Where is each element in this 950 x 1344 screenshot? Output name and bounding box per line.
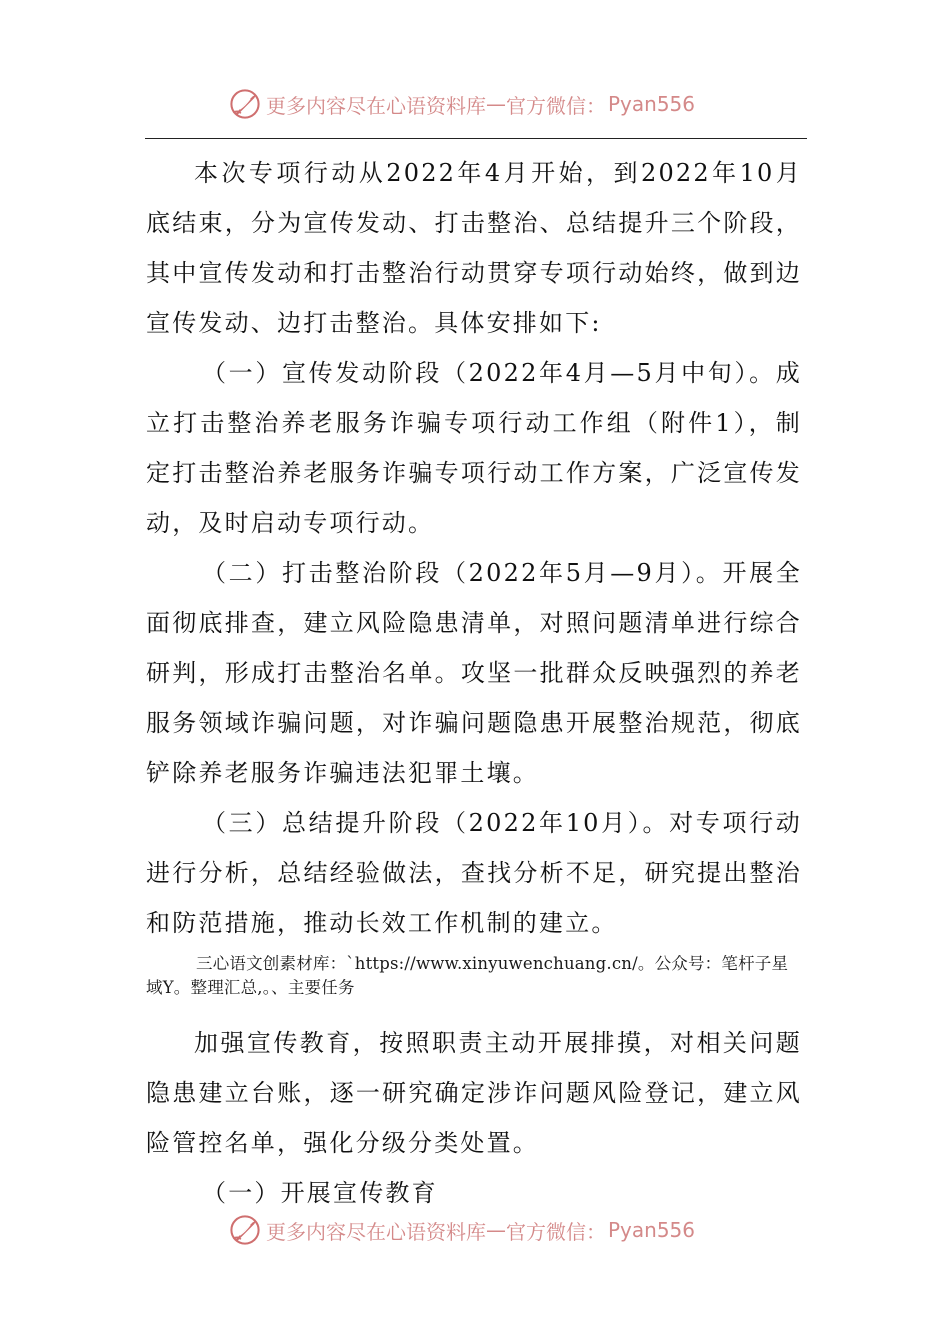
watermark-label: 官方微信： (506, 1219, 606, 1244)
quill-logo-icon (228, 1213, 262, 1247)
watermark-dash: — (486, 92, 506, 116)
watermark-text: 更多内容尽在心语资料库 (266, 1219, 486, 1244)
paragraph-phase-two: （二）打击整治阶段（2022年5月—9月）。开展全面彻底排查，建立风险隐患清单，对照问题清单进行综合研判，形成打击整治名单。攻坚一批群众反映强烈的养老服务领域诈骗问题，对诈骗问题隐患开展整治规范，彻底铲除养老服务诈骗违法犯罪土壤。 (146, 559, 802, 787)
paragraph-schedule-intro: 本次专项行动从2022年4月开始，到2022年10月底结束，分为宣传发动、打击整治、总结提升三个阶段，其中宣传发动和打击整治行动贯穿专项行动始终，做到边宣传发动、边打击整治。具体安排如下: (146, 159, 802, 337)
section-heading-education: （一）开展宣传教育 (202, 1179, 438, 1207)
source-note: 三心语文创素材库：`https://www.xinyuwenchuang.cn/。公众号：笔杆子星域Y。整理汇总,。、主要任务 (146, 954, 789, 997)
footer-watermark (228, 1212, 748, 1248)
watermark-dash: — (486, 1218, 506, 1242)
watermark-id: Pyan556 (608, 92, 696, 116)
header-rule (145, 138, 807, 139)
quill-logo-icon (228, 87, 262, 121)
document-body (146, 148, 802, 1218)
paragraph-phase-three: （三）总结提升阶段（2022年10月）。对专项行动进行分析，总结经验做法，查找分析不足，研究提出整治和防范措施，推动长效工作机制的建立。 (146, 809, 802, 937)
paragraph-main-tasks: 加强宣传教育，按照职责主动开展排摸，对相关问题隐患建立台账，逐一研究确定涉诈问题风险登记，建立风险管控名单，强化分级分类处置。 (146, 1029, 802, 1157)
header-watermark (228, 86, 748, 122)
watermark-id: Pyan556 (608, 1218, 696, 1242)
watermark-label: 官方微信： (506, 93, 606, 118)
watermark-text: 更多内容尽在心语资料库 (266, 93, 486, 118)
paragraph-phase-one: （一）宣传发动阶段（2022年4月—5月中旬）。成立打击整治养老服务诈骗专项行动工作组（附件1），制定打击整治养老服务诈骗专项行动工作方案，广泛宣传发动，及时启动专项行动。 (146, 359, 802, 537)
